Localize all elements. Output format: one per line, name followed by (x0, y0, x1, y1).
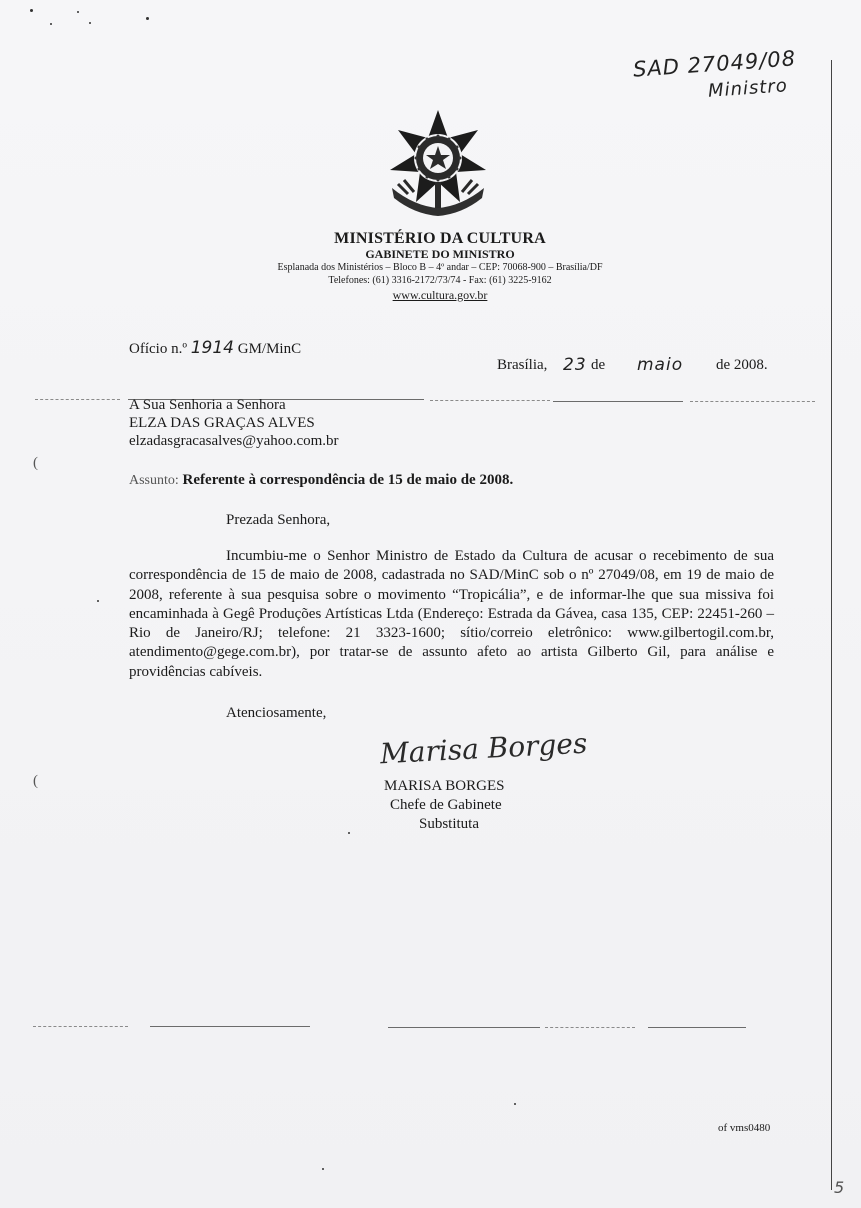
signer-name: MARISA BORGES (384, 778, 505, 794)
margin-paren-mark: ( (33, 455, 38, 471)
ministry-address: Esplanada dos Ministérios – Bloco B – 4º andar – CEP: 70068-900 – Brasília/DF (277, 262, 603, 273)
scan-line (388, 1027, 540, 1028)
scan-line (430, 400, 550, 401)
office-reference-prefix: Ofício n.º (129, 341, 187, 357)
scan-line (690, 401, 815, 402)
scan-speck (50, 23, 52, 25)
subject-line (129, 472, 513, 489)
body-paragraph: Incumbiu-me o Senhor Ministro de Estado da Cultura de acusar o recebimento de sua correspondência de 15 de maio de 2008, cadastrada no SAD/MinC sob o nº 27049/08, em 19 de maio de 2008, referente à sua pesquisa sobre o movimento “Tropicália”, e de informar-lhe que sua missiva foi encaminhada à Gegê Produções Artísticas Ltda (Endereço: Estrada da Gávea, casa 135, CEP: 22451-260 – Rio de Janeiro/RJ; telefone: 21 3323-1600; sítio/correio eletrônico: www.gilbertogil.com.br, atendimento@gege.com.br), por tratar-se de assunto afeto ao artista Gilberto Gil, para análise e providências cabíveis. (129, 548, 774, 680)
ministry-phones: Telefones: (61) 3316-2172/73/74 - Fax: (61) 3225-9162 (328, 275, 552, 286)
subject-label: Assunto: (129, 473, 179, 488)
scan-speck (146, 17, 149, 20)
signer-role-detail: Substituta (419, 816, 480, 832)
handwritten-protocol: SAD 27049/08 (632, 46, 797, 82)
date-city: Brasília, (497, 357, 548, 373)
date-day: 23 (563, 355, 587, 375)
scan-speck (89, 22, 91, 24)
coat-of-arms-icon (384, 108, 492, 220)
scan-line (545, 1027, 635, 1028)
date-year: de 2008. (716, 357, 768, 373)
scan-speck (77, 11, 79, 13)
page-edge-line (831, 60, 832, 1190)
office-reference-suffix: GM/MinC (237, 341, 302, 357)
recipient-salutation: A Sua Senhoria a Senhora (129, 397, 286, 413)
ministry-website-link[interactable]: www.cultura.gov.br (392, 288, 488, 302)
margin-paren-mark: ( (33, 773, 38, 789)
scan-line (35, 399, 120, 400)
greeting: Prezada Senhora, (226, 512, 331, 528)
handwritten-destination: Ministro (707, 75, 789, 102)
date-connector: de (591, 357, 606, 373)
scan-speck (97, 600, 99, 602)
scan-speck (514, 1103, 516, 1105)
office-reference (129, 338, 301, 358)
ministry-name: MINISTÉRIO DA CULTURA (334, 230, 546, 247)
cabinet-name: GABINETE DO MINISTRO (365, 247, 515, 261)
closing: Atenciosamente, (226, 705, 327, 721)
recipient-email: elzadasgracasalves@yahoo.com.br (129, 433, 339, 449)
scan-line (648, 1027, 746, 1028)
signer-role: Chefe de Gabinete (390, 797, 502, 813)
page-number: 5 (834, 1178, 846, 1197)
scan-line (553, 401, 683, 402)
scan-line (150, 1026, 310, 1027)
handwritten-signature: Marisa Borges (379, 726, 589, 771)
scan-speck (30, 9, 33, 12)
office-reference-number: 1914 (190, 338, 234, 358)
date-month: maio (637, 355, 684, 375)
scan-speck (348, 832, 350, 834)
scan-line (33, 1026, 128, 1027)
footer-code: of vms0480 (718, 1122, 771, 1134)
scan-speck (322, 1168, 324, 1170)
recipient-name: ELZA DAS GRAÇAS ALVES (129, 415, 315, 431)
subject-text: Referente à correspondência de 15 de maio de 2008. (182, 472, 514, 488)
